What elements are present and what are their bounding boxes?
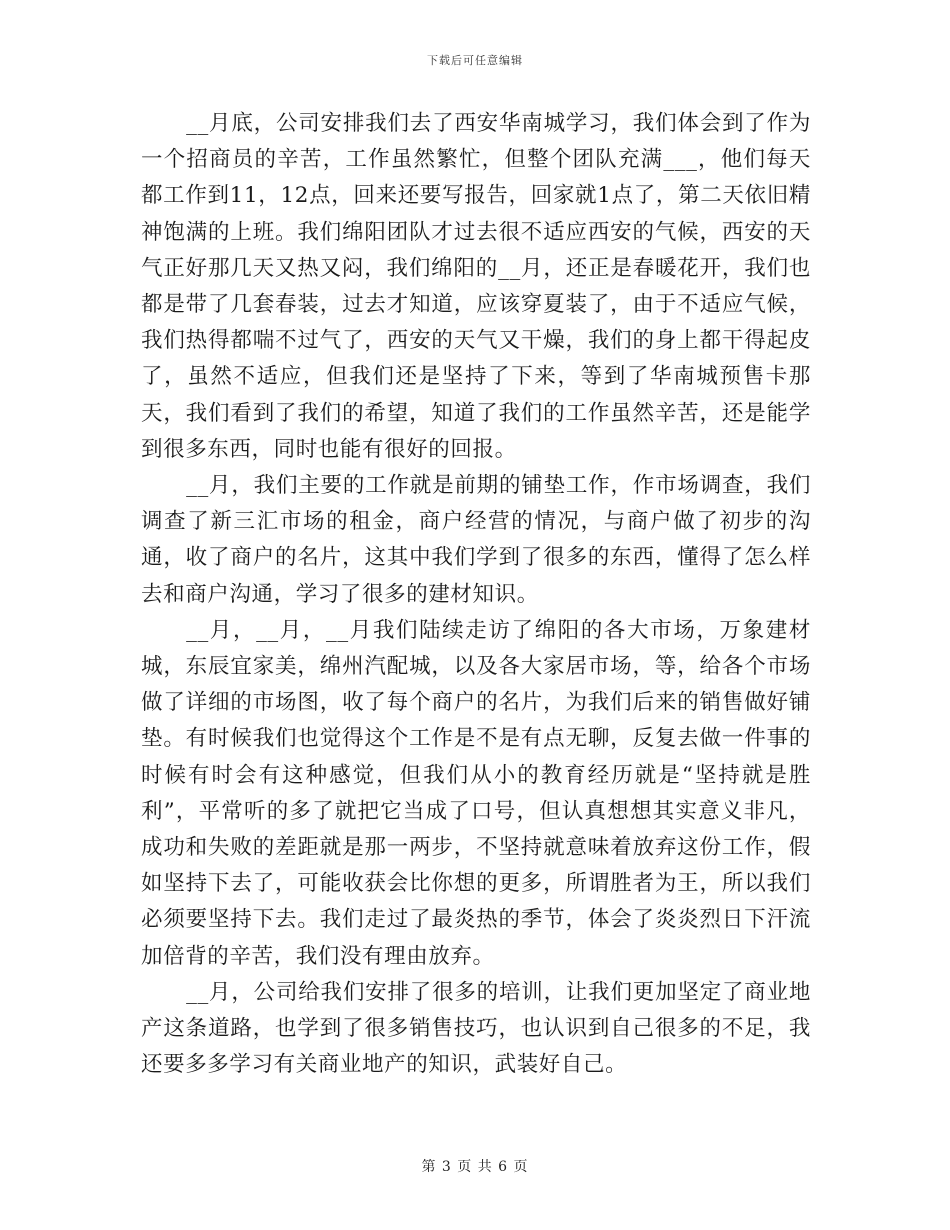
paragraph-4: __月，公司给我们安排了很多的培训，让我们更加坚定了商业地产这条道路，也学到了很多销售技巧，也认识到自己很多的不足，我还要多多学习有关商业地产的知识，武装好自己。 bbox=[141, 979, 811, 1078]
document-body bbox=[141, 106, 811, 1083]
paragraph-1: __月底，公司安排我们去了西安华南城学习，我们体会到了作为一个招商员的辛苦，工作虽然繁忙，但整个团队充满___，他们每天都工作到11，12点，回来还要写报告，回家就1点了，第二天依旧精神饱满的上班。我们绵阳团队才过去很不适应西安的气候，西安的天气正好那几天又热又闷，我们绵阳的__月，还正是春暖花开，我们也都是带了几套春装，过去才知道，应该穿夏装了，由于不适应气候，我们热得都喘不过气了，西安的天气又干燥，我们的身上都干得起皮了，虽然不适应，但我们还是坚持了下来，等到了华南城预售卡那天，我们看到了我们的希望，知道了我们的工作虽然辛苦，还是能学到很多东西，同时也能有很好的回报。 bbox=[141, 111, 811, 462]
paragraph-2: __月，我们主要的工作就是前期的铺垫工作，作市场调查，我们调查了新三汇市场的租金，商户经营的情况，与商户做了初步的沟通，收了商户的名片，这其中我们学到了很多的东西，懂得了怎么样去和商户沟通，学习了很多的建材知识。 bbox=[141, 473, 811, 607]
paragraph-3: __月，__月，__月我们陆续走访了绵阳的各大市场，万象建材城，东辰宜家美，绵州汽配城，以及各大家居市场，等，给各个市场做了详细的市场图，收了每个商户的名片，为我们后来的销售做好铺垫。有时候我们也觉得这个工作是不是有点无聊，反复去做一件事的时候有时会有这种感觉，但我们从小的教育经历就是“坚持就是胜利”，平常听的多了就把它当成了口号，但认真想想其实意义非凡，成功和失败的差距就是那一两步，不坚持就意味着放弃这份工作，假如坚持下去了，可能收获会比你想的更多，所谓胜者为王，所以我们必须要坚持下去。我们走过了最炎热的季节，体会了炎炎烈日下汗流加倍背的辛苦，我们没有理由放弃。 bbox=[141, 617, 811, 969]
page-footer: 第 3 页 共 6 页 bbox=[421, 1159, 529, 1175]
page-header: 下载后可任意编辑 bbox=[427, 54, 523, 67]
